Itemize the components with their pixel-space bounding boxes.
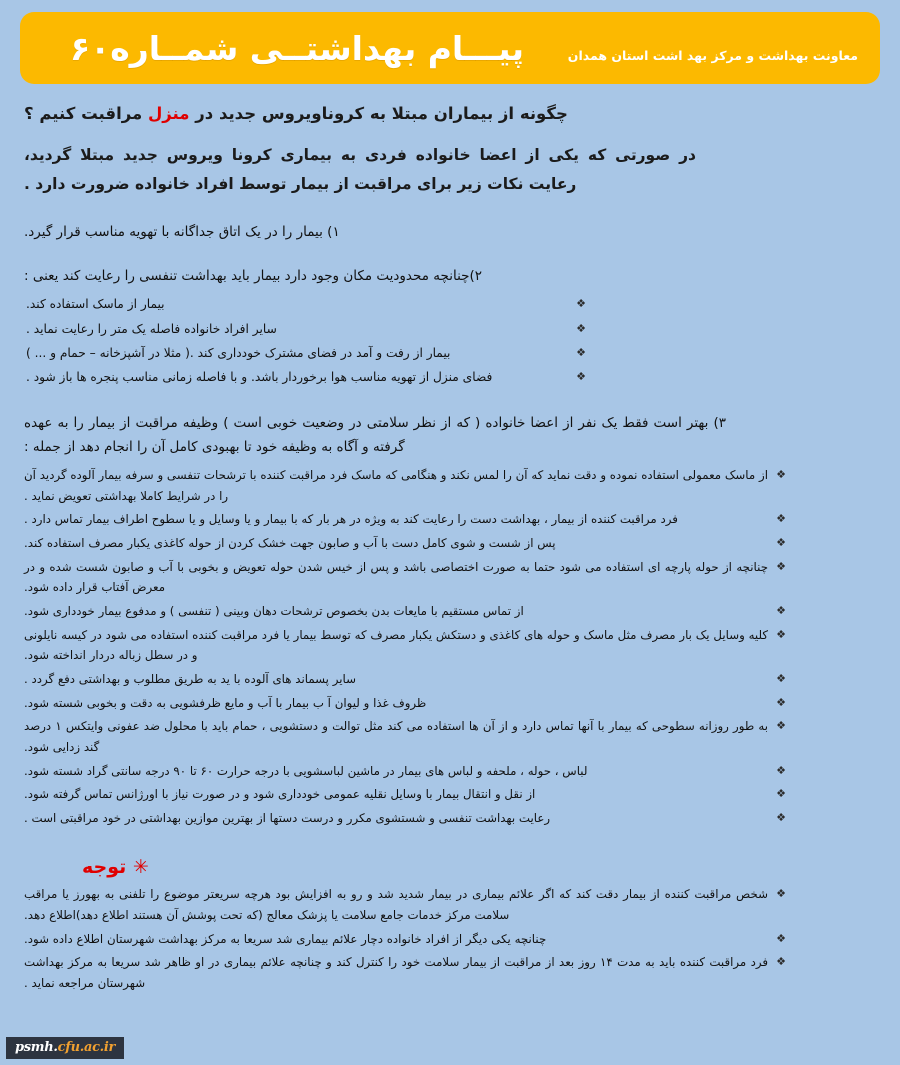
diamond-bullet-icon: ❖ <box>776 763 786 777</box>
list-item <box>24 761 786 782</box>
bullet-list-item-3 <box>14 465 886 828</box>
list-item-text: پس از شست و شوی کامل دست با آب و صابون جهت خشک کردن از حوله کاغذی یکبار مصرف استفاده کند. <box>24 536 556 551</box>
numbered-item-2: ۲)چنانچه محدودیت مکان وجود دارد بیمار باید بهداشت تنفسی را رعایت کند یعنی : <box>24 267 483 284</box>
diamond-bullet-icon: ❖ <box>776 955 786 969</box>
list-item-text: فضای منزل از تهویه مناسب هوا برخوردار باشد. و با فاصله زمانی مناسب پنجره ها باز شود . <box>26 370 493 385</box>
diamond-bullet-icon: ❖ <box>776 468 786 482</box>
list-item <box>24 509 786 530</box>
list-item-text: سایر پسماند های آلوده با ید به طریق مطلوب و بهداشتی دفع گردد . <box>24 671 356 686</box>
list-item <box>24 808 786 829</box>
list-item-text: لباس ، حوله ، ملحفه و لباس های بیمار در ماشین لباسشویی با درجه حرارت ۶۰ تا ۹۰ درجه سانتی گراد شسته شود. <box>24 763 588 778</box>
notice-label: توجه <box>82 856 127 879</box>
notice-heading <box>82 856 149 878</box>
list-item <box>24 929 786 950</box>
diamond-bullet-icon: ❖ <box>576 370 586 384</box>
list-item <box>24 952 786 993</box>
list-item-text: چنانچه یکی دیگر از افراد خانواده دچار علائم بیماری شد سریعا به مرکز بهداشت شهرستان اطلاع داده شود. <box>24 931 547 946</box>
header-banner <box>20 12 880 84</box>
diamond-bullet-icon: ❖ <box>576 345 586 359</box>
list-item-text: از ماسک معمولی استفاده نموده و دقت نماید که آن را لمس نکند و هنگامی که ماسک فرد مراقبت کننده با ترشحات تنفسی و سرفه بیمار آلوده گردید آن را در شرایط کاملا بهداشتی تعویض نماید . <box>24 468 768 503</box>
watermark-prefix: psmh. <box>15 1040 58 1055</box>
diamond-bullet-icon: ❖ <box>776 787 786 801</box>
list-item-text: چنانچه از حوله پارچه ای استفاده می شود حتما به صورت اختصاصی باشد و پس از خیس شدن حوله تعویض و بخوبی با آب و صابون شست شده و در معرض آفتاب قرار داده شود. <box>24 559 768 595</box>
list-item-text: بیمار از ماسک استفاده کند. <box>26 297 165 312</box>
list-item <box>24 465 786 506</box>
list-item <box>24 533 786 554</box>
list-item-text: از تماس مستقیم با مایعات بدن بخصوص ترشحات دهان وبینی ( تنفسی ) و مدفوع بیمار خودداری شود. <box>24 604 524 619</box>
diamond-bullet-icon: ❖ <box>776 627 786 641</box>
diamond-bullet-icon: ❖ <box>776 810 786 824</box>
list-item <box>24 716 786 757</box>
notice-bullet-list <box>14 884 886 993</box>
list-item-text: کلیه وسایل یک بار مصرف مثل ماسک و حوله های کاغذی و دستکش یکبار مصرف که توسط بیمار یا فرد مراقبت کننده استفاده می شود در کیسه نایلونی و در سطل زباله دردار انداخته شود. <box>24 627 768 663</box>
main-content <box>0 96 900 997</box>
question-highlight: منزل <box>147 104 190 123</box>
diamond-bullet-icon: ❖ <box>776 536 786 550</box>
numbered-item-1: ۱) بیمار را در یک اتاق جداگانه با تهویه مناسب قرار گیرد. <box>24 223 340 240</box>
diamond-bullet-icon: ❖ <box>776 512 786 526</box>
list-item-text: رعایت بهداشت تنفسی و شستشوی مکرر و درست دستها از بهترین موازین بهداشتی در خود مراقبتی است . <box>24 810 551 825</box>
list-item <box>26 343 586 364</box>
diamond-bullet-icon: ❖ <box>776 887 786 901</box>
list-item-text: از نقل و انتقال بیمار با وسایل نقلیه عمومی خودداری شود و در صورت نیاز با اورژانس تماس گرفته شود. <box>24 787 536 802</box>
diamond-bullet-icon: ❖ <box>776 695 786 709</box>
page-title: پیـــام بهداشتــی شمــاره۶۰ <box>70 28 524 68</box>
question-text-after: مراقبت کنیم ؟ <box>24 104 148 123</box>
list-item <box>24 601 786 622</box>
list-item-text: سایر افراد خانواده فاصله یک متر را رعایت نماید . <box>26 321 277 336</box>
asterisk-icon: ✳ <box>132 856 149 879</box>
list-item <box>24 669 786 690</box>
list-item <box>24 625 786 666</box>
list-item <box>26 319 586 340</box>
numbered-item-3: ۳) بهتر است فقط یک نفر از اعضا خانواده ( که از نظر سلامتی در وضعیت خوبی است ) وظیفه مراقبت از بیمار را به عهده گرفته و آگاه به وظیفه خود تا بهبودی کامل آن را انجام دهد از جمله : <box>24 414 726 455</box>
site-watermark <box>6 1037 124 1059</box>
list-item <box>24 693 786 714</box>
diamond-bullet-icon: ❖ <box>776 719 786 733</box>
diamond-bullet-icon: ❖ <box>776 559 786 573</box>
list-item-text: به طور روزانه سطوحی که بیمار با آنها تماس دارد و از آن ها استفاده می کند مثل توالت و دستشویی ، حمام باید با محلول ضد عفونی وایتکس ۱ درصد گند زدایی شود. <box>24 719 768 754</box>
diamond-bullet-icon: ❖ <box>576 321 586 335</box>
watermark-suffix: cfu.ac.ir <box>57 1040 116 1055</box>
list-item <box>24 784 786 805</box>
question-heading <box>14 102 886 127</box>
list-item <box>26 294 586 315</box>
list-item-text: شخص مراقبت کننده از بیمار دقت کند که اگر علائم بیماری در بیمار شدید شد و رو به افزایش بود هرچه سریعتر موضوع را تلفنی به بهورز یا مراقب سلامت مرکز خدمات جامع سلامت یا پزشک معالج (که تحت پوشش آن هستند اطلاع دهد)اطلاع دهد. <box>24 887 768 923</box>
question-text-before: چگونه از بیماران مبتلا به کروناویروس جدید در <box>189 104 568 123</box>
list-item <box>24 884 786 925</box>
diamond-bullet-icon: ❖ <box>776 604 786 618</box>
header-subtitle: معاونت بهداشت و مرکز بهد اشت استان همدان <box>567 47 858 63</box>
notice-heading-wrapper <box>14 856 886 878</box>
diamond-bullet-icon: ❖ <box>776 671 786 685</box>
list-item-text: فرد مراقبت کننده از بیمار ، بهداشت دست را رعایت کند به ویژه در هر بار که با بیمار و یا وسایل و یا سطوح اطراف بیمار تماس دارد . <box>24 512 678 527</box>
list-item <box>24 557 786 598</box>
list-item-text: ظروف غذا و لیوان آ ب بیمار با آب و مایع ظرفشویی به دقت و بخوبی شسته شود. <box>24 695 427 710</box>
intro-paragraph: در صورتی که یکی از اعضا خانواده فردی به بیماری کرونا ویروس جدید مبتلا گردید، رعایت نکات زیر برای مراقبت از بیمار توسط افراد خانواده ضرورت دارد . <box>24 145 696 194</box>
diamond-bullet-icon: ❖ <box>776 931 786 945</box>
list-item <box>26 367 586 388</box>
list-item-text: بیمار از رفت و آمد در فضای مشترک خودداری کند .( مثلا در آشپزخانه – حمام و ... ) <box>26 345 451 360</box>
bullet-list-item-2 <box>14 294 886 388</box>
diamond-bullet-icon: ❖ <box>576 297 586 311</box>
list-item-text: فرد مراقبت کننده باید به مدت ۱۴ روز بعد از مراقبت از بیمار سلامت خود را کنترل کند و چنانچه علائم بیماری در او ظاهر شد سریعا به مرکز بهداشت شهرستان مراجعه نماید . <box>24 955 768 990</box>
